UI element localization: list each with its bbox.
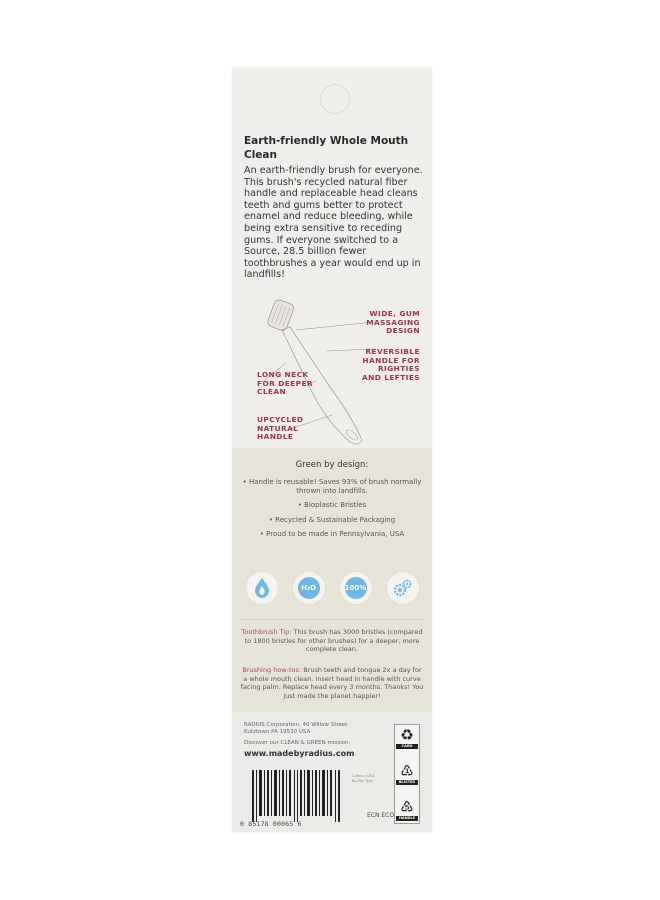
callout-head: WIDE, GUM MASSAGING DESIGN — [366, 309, 420, 336]
toothbrush-diagram — [232, 297, 432, 447]
recycle-label: BLISTER — [396, 780, 418, 785]
small-print-line: Cotton / USA — [352, 774, 375, 778]
tip-text: This brush has 3000 bristles (compared to 1800 bristles for other brushes) for a deeper, more complete clean. — [244, 628, 423, 654]
howto-text: Brush teeth and tongue 2x a day for a whole mouth clean. Insert head in handle with curve facing palm. Replace head every 3 months. Thanks! You just made the planet happier! — [240, 666, 424, 700]
brushing-howtos — [240, 666, 424, 700]
headline: Earth-friendly Whole Mouth Clean — [244, 135, 409, 161]
tip-lead: Toothbrush Tip: — [241, 628, 292, 636]
address-line-2: Kutztown PA 19530 USA — [244, 729, 311, 735]
eco-badges — [238, 571, 426, 611]
recycle-icon: ♻ — [400, 726, 414, 744]
website-url: www.madebyradius.com — [244, 749, 355, 758]
hang-hole — [320, 84, 350, 114]
h2o-icon: H₂O — [298, 577, 320, 599]
recycle-blister — [396, 763, 418, 785]
green-by-design-panel — [232, 448, 432, 712]
recycle-label: HANDLE — [396, 816, 418, 821]
low-impact-badge — [386, 571, 420, 605]
pp-recycle-icon: ♷ — [400, 798, 414, 816]
green-list — [240, 478, 424, 545]
footer — [232, 712, 432, 832]
green-list-item: • Handle is reusable! Saves 93% of brush normally thrown into landfills. — [242, 478, 422, 495]
gears-icon — [392, 577, 414, 599]
intro-paragraph: An earth-friendly brush for everyone. This brush's recycled natural fiber handle and replaceable head cleans teeth and gums better to protect enamel and reduce bleeding, while being extra sensitive to receding gums. If everyone switched to a Source, 28.5 billion fewer toothbrushes a year would end up in landfills! — [244, 165, 423, 281]
eco-mark: ECN ECO — [367, 812, 395, 819]
water-based-badge — [292, 571, 326, 605]
recycle-handle — [396, 799, 418, 821]
recycling-symbols — [394, 724, 420, 824]
product-card-back — [232, 67, 432, 832]
discover-text: Discover our CLEAN & GREEN mission: — [244, 740, 351, 746]
barcode-icon — [252, 770, 342, 822]
green-title: Green by design: — [295, 460, 369, 470]
callout-handle: REVERSIBLE HANDLE FOR RIGHTIES AND LEFTIES — [362, 347, 420, 382]
company-address — [244, 722, 384, 736]
callout-neck: LONG NECK FOR DEEPER CLEAN — [257, 370, 313, 397]
small-print — [352, 774, 374, 783]
recycled-100-icon: 100% — [345, 577, 367, 599]
howto-lead: Brushing how-tos: — [242, 666, 302, 674]
green-list-item: • Proud to be made in Pennsylvania, USA — [259, 530, 405, 539]
pet-recycle-icon: ♳ — [400, 762, 414, 780]
barcode-number: 0 85178 00065 6 — [240, 820, 302, 828]
flame-drop-icon — [252, 577, 272, 599]
green-list-item: • Bioplastic Bristles — [297, 501, 367, 510]
divider — [242, 619, 422, 620]
toothbrush-tip — [240, 628, 424, 654]
address-line-1: RADIUS Corporation, 40 Willow Street — [244, 722, 348, 728]
renewable-badge — [339, 571, 373, 605]
green-list-item: • Recycled & Sustainable Packaging — [268, 515, 396, 524]
botanical-inks-badge — [245, 571, 279, 605]
recycle-card — [396, 727, 418, 749]
small-print-line: Bu-Pac Type — [352, 778, 374, 783]
callout-natural-handle: UPCYCLED NATURAL HANDLE — [257, 415, 304, 442]
recycle-label: CARD — [396, 744, 418, 749]
